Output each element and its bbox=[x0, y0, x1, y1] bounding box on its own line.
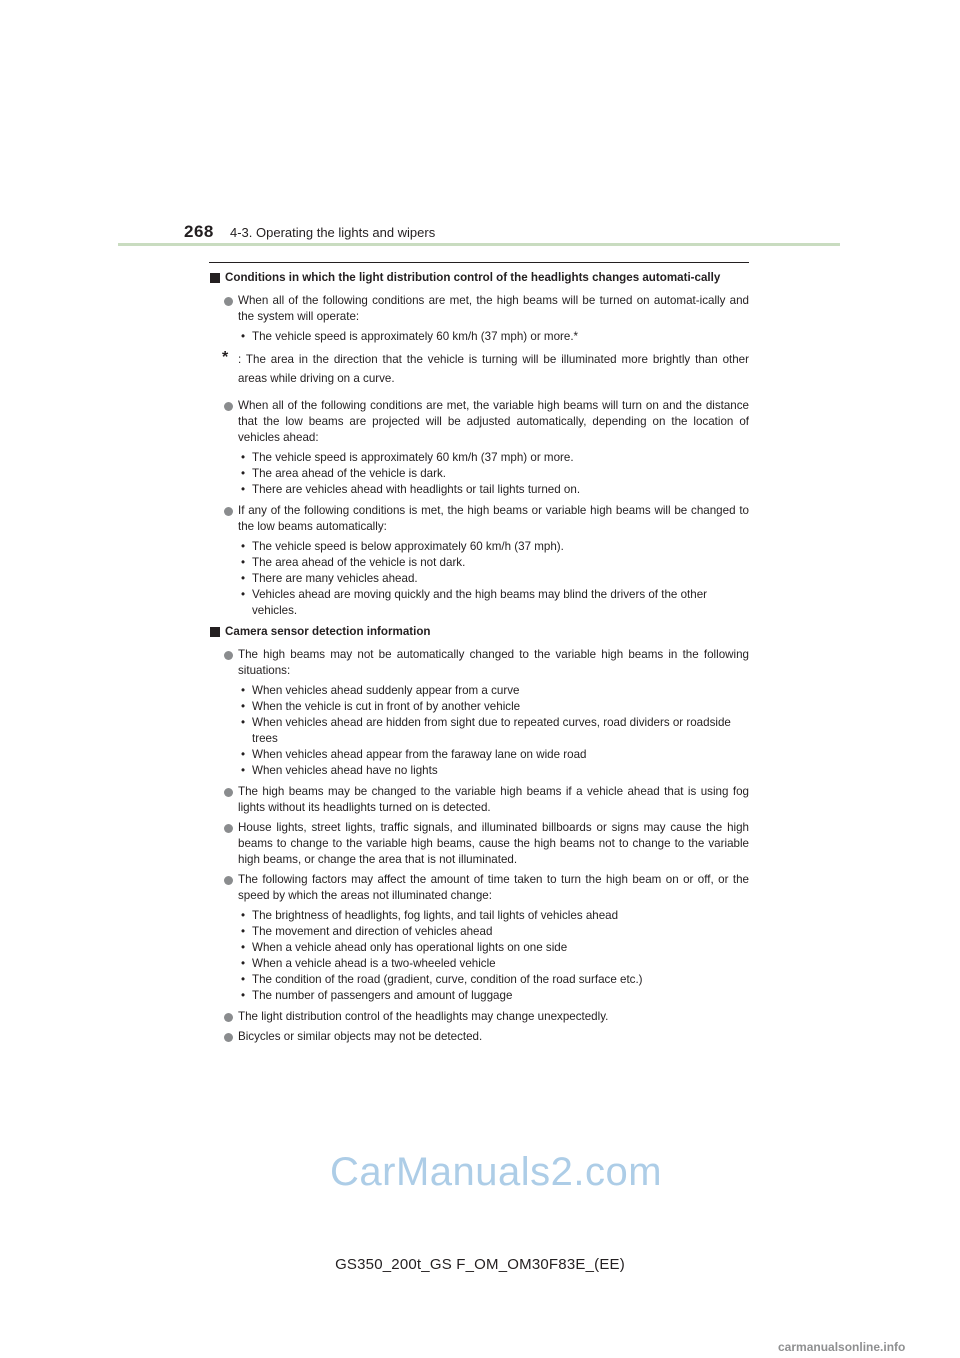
list-item: • When vehicles ahead have no lights bbox=[241, 764, 438, 777]
list-item: • When vehicles ahead suddenly appear from a curve bbox=[241, 684, 520, 697]
list-item: • The vehicle speed is below approximately 60 km/h (37 mph). bbox=[241, 540, 564, 553]
list-item: • The area ahead of the vehicle is dark. bbox=[241, 467, 446, 480]
list-item: • When a vehicle ahead is a two-wheeled vehicle bbox=[241, 957, 496, 970]
bullet-dot-icon bbox=[224, 1033, 233, 1042]
bullet-dot-icon bbox=[224, 876, 233, 885]
bullet-paragraph: When all of the following conditions are met, the high beams will be turned on automat-ically and the system will operate: bbox=[209, 293, 749, 325]
bullet-paragraph: The high beams may not be automatically changed to the variable high beams in the following situations: bbox=[209, 647, 749, 679]
item-list bbox=[209, 539, 749, 619]
bullet-paragraph: House lights, street lights, traffic signals, and illuminated billboards or signs may cause the high beams to change to the variable high beams, cause the high beams not to change to the variable high beams, or change the area that is not illuminated. bbox=[209, 820, 749, 868]
list-item: • When the vehicle is cut in front of by another vehicle bbox=[241, 700, 521, 713]
footer-document-code: GS350_200t_GS F_OM_OM30F83E_(EE) bbox=[335, 1256, 625, 1273]
bullet-paragraph: If any of the following conditions is met, the high beams or variable high beams will be changed to the low beams automatically: bbox=[209, 503, 749, 535]
list-item: • The movement and direction of vehicles ahead bbox=[241, 925, 493, 938]
content-top-rule bbox=[209, 262, 749, 263]
list-item: • There are vehicles ahead with headlights or tail lights turned on. bbox=[241, 483, 581, 496]
bullet-paragraph: When all of the following conditions are met, the variable high beams will turn on and the distance that the low beams are projected will be adjusted automatically, depending on the location of vehicles ahead: bbox=[209, 398, 749, 446]
page-number: 268 bbox=[184, 222, 214, 241]
section-heading: Camera sensor detection information bbox=[209, 624, 749, 640]
footnote: * : The area in the direction that the vehicle is turning will be illuminated more brightly than other areas while driving on a curve. bbox=[222, 349, 749, 385]
bullet-dot-icon bbox=[224, 824, 233, 833]
list-item: • There are many vehicles ahead. bbox=[241, 572, 418, 585]
item-list bbox=[209, 908, 749, 1004]
square-marker-icon bbox=[210, 627, 220, 637]
item-list bbox=[209, 683, 749, 779]
watermark-site: carmanualsonline.info bbox=[778, 1340, 906, 1354]
section-heading: Conditions in which the light distribution control of the headlights changes automati-cally bbox=[209, 270, 749, 286]
item-list bbox=[209, 450, 749, 498]
bullet-dot-icon bbox=[224, 297, 233, 306]
list-item: • When a vehicle ahead only has operational lights on one side bbox=[241, 941, 568, 954]
bullet-dot-icon bbox=[224, 651, 233, 660]
section-title: 4-3. Operating the lights and wipers bbox=[230, 225, 436, 240]
list-item: • When vehicles ahead appear from the faraway lane on wide road bbox=[241, 748, 587, 761]
square-marker-icon bbox=[210, 273, 220, 283]
header-rule bbox=[118, 243, 840, 246]
list-item: • The condition of the road (gradient, curve, condition of the road surface etc.) bbox=[241, 973, 643, 986]
list-item: • The area ahead of the vehicle is not dark. bbox=[241, 556, 466, 569]
bullet-paragraph: The following factors may affect the amount of time taken to turn the high beam on or off, or the speed by which the areas not illuminated change: bbox=[209, 872, 749, 904]
bullet-paragraph: The light distribution control of the headlights may change unexpectedly. bbox=[209, 1009, 749, 1025]
list-item: • Vehicles ahead are moving quickly and the high beams may blind the drivers of the other vehicles. bbox=[241, 588, 707, 617]
asterisk-icon: * bbox=[222, 349, 229, 366]
list-item: • The brightness of headlights, fog lights, and tail lights of vehicles ahead bbox=[241, 909, 619, 922]
list-item: • The number of passengers and amount of luggage bbox=[241, 989, 513, 1002]
watermark-logo: CarManuals2.com bbox=[330, 1150, 663, 1194]
list-item: • When vehicles ahead are hidden from sight due to repeated curves, road dividers or roadside trees bbox=[241, 716, 731, 745]
list-item: • The vehicle speed is approximately 60 km/h (37 mph) or more. bbox=[241, 451, 574, 464]
bullet-dot-icon bbox=[224, 507, 233, 516]
bullet-paragraph: Bicycles or similar objects may not be detected. bbox=[209, 1029, 749, 1045]
bullet-paragraph: The high beams may be changed to the variable high beams if a vehicle ahead that is using fog lights without its headlights turned on is detected. bbox=[209, 784, 749, 816]
bullet-dot-icon bbox=[224, 788, 233, 797]
content bbox=[209, 268, 749, 1049]
item-list bbox=[209, 329, 749, 345]
list-item: • The vehicle speed is approximately 60 km/h (37 mph) or more.* bbox=[241, 330, 579, 343]
bullet-dot-icon bbox=[224, 402, 233, 411]
bullet-dot-icon bbox=[224, 1013, 233, 1022]
